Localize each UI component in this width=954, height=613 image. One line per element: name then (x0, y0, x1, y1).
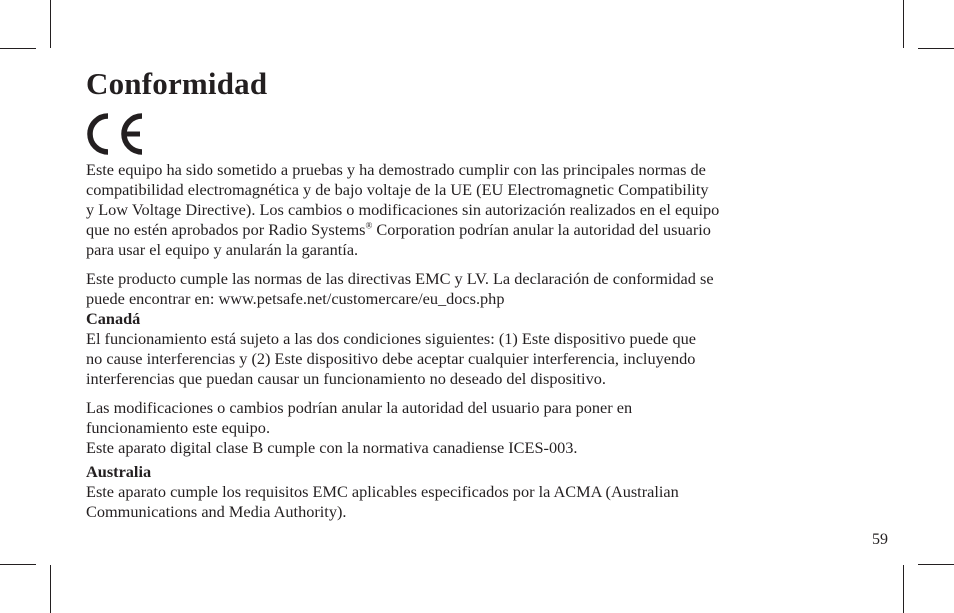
text-segment: que no estén aprobados por Radio Systems (86, 220, 366, 239)
text-line: Communications and Media Authority). (86, 502, 347, 521)
page-number: 59 (872, 531, 888, 548)
text-line: Este producto cumple las normas de las directivas EMC y LV. La declaración de conformidad se (86, 269, 714, 288)
ce-mark-icon (86, 110, 156, 158)
text-line: y Low Voltage Directive). Los cambios o modificaciones sin autorización realizados en el equipo (86, 200, 720, 219)
ce-compliance-paragraph (86, 160, 886, 260)
crop-mark-bottom-right-horizontal (918, 564, 954, 565)
crop-mark-bottom-right-vertical (903, 565, 904, 613)
text-line: puede encontrar en: www.petsafe.net/customercare/eu_docs.php (86, 289, 505, 308)
directive-paragraph (86, 269, 886, 309)
text-line (86, 220, 886, 240)
canada-heading: Canadá (86, 309, 141, 328)
crop-mark-top-left-horizontal (0, 48, 36, 49)
crop-mark-bottom-left-horizontal (0, 564, 36, 565)
text-line: para usar el equipo y anularán la garantía. (86, 240, 359, 259)
canada-paragraph (86, 329, 886, 389)
page-content (86, 64, 886, 522)
text-line: no cause interferencias y (2) Este dispositivo debe aceptar cualquier interferencia, incluyendo (86, 349, 696, 368)
crop-mark-top-right-horizontal (918, 48, 954, 49)
text-segment: Corporation podrían anular la autoridad del usuario (372, 220, 711, 239)
text-line: Este aparato cumple los requisitos EMC aplicables especificados por la ACMA (Australian (86, 482, 679, 501)
text-line: El funcionamiento está sujeto a las dos condiciones siguientes: (1) Este dispositivo puede que (86, 329, 696, 348)
text-line: interferencias que puedan causar un funcionamiento no deseado del dispositivo. (86, 369, 606, 388)
text-line: Este equipo ha sido sometido a pruebas y ha demostrado cumplir con las principales normas de (86, 160, 706, 179)
crop-mark-bottom-left-vertical (50, 565, 51, 613)
text-line: Las modificaciones o cambios podrían anular la autoridad del usuario para poner en (86, 398, 633, 417)
crop-mark-top-right-vertical (903, 0, 904, 48)
text-line: Este aparato digital clase B cumple con la normativa canadiense ICES-003. (86, 438, 578, 457)
text-line: compatibilidad electromagnética y de bajo voltaje de la UE (EU Electromagnetic Compatibility (86, 180, 709, 199)
australia-heading: Australia (86, 462, 152, 481)
registered-mark: ® (365, 220, 373, 231)
australia-paragraph (86, 482, 886, 522)
crop-mark-top-left-vertical (50, 0, 51, 48)
page-title: Conformidad (86, 66, 268, 101)
text-line: funcionamiento este equipo. (86, 418, 271, 437)
modifications-paragraph (86, 398, 886, 458)
